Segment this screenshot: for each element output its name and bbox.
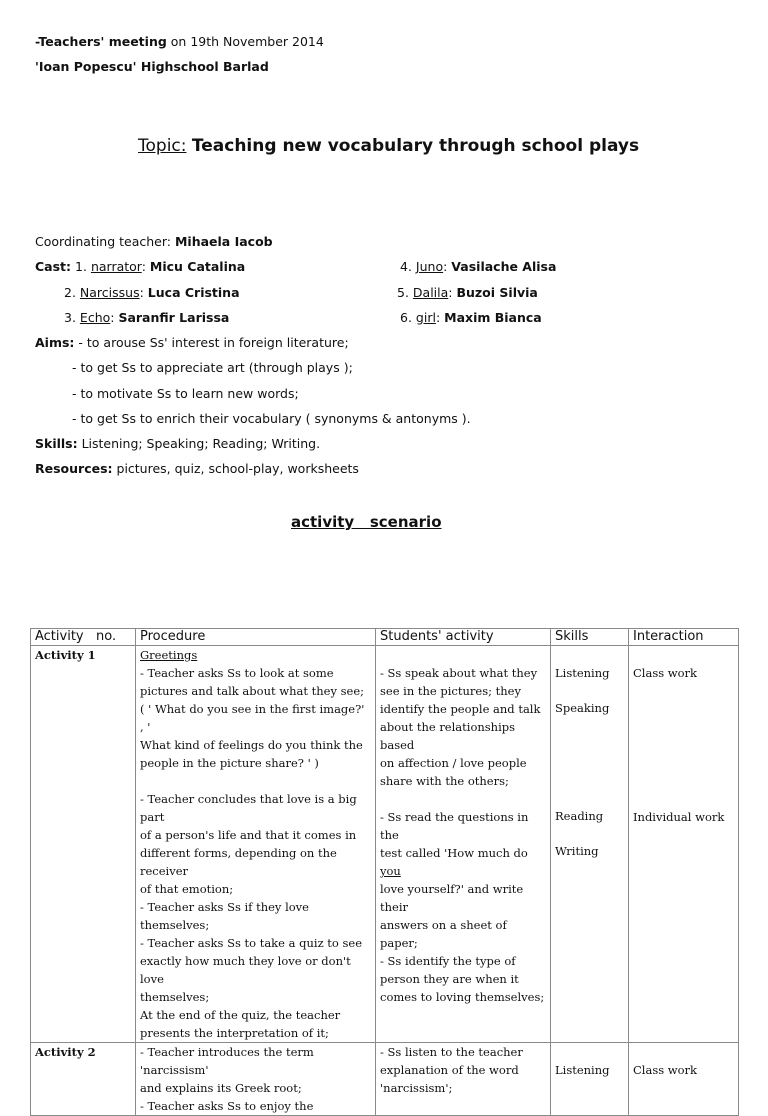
procedure-text: - Teacher concludes that love is a big part of a person's life and that it comes in different forms, depending on the receiver of that emotion; - Teacher asks Ss if they love themselves; - Teacher asks Ss to take a quiz to see exactly how much they love or don't love themselves; At the end of the quiz, the teacher presents the interpretation of it; <box>140 792 362 1040</box>
cast-line-5: 5. Dalila: Buzoi Silvia <box>397 285 538 300</box>
cast-label: Cast: <box>35 259 72 274</box>
skill-item: Writing <box>555 844 599 858</box>
cast-name: Micu Catalina <box>149 259 246 274</box>
aims-label: Aims: <box>35 335 75 350</box>
cast-name: Maxim Bianca <box>444 310 542 325</box>
cast-role: Narcissus <box>79 285 140 300</box>
cast-name: Vasilache Alisa <box>451 259 557 274</box>
students-text: - Ss speak about what they see in the pictures; they identify the people and talk about the relationships based on affection / love people share with the others; <box>380 666 541 788</box>
aim-item: - to arouse Ss' interest in foreign literature; <box>78 335 349 350</box>
students-cell: - Ss speak about what they see in the pictures; they identify the people and talk about the relationships based on affection / love people share with the others; - Ss read the questions in the test called 'How much do you love yourself?' and write their answers on a sheet of paper; - Ss identify the type of person they are when it comes to loving themselves; <box>376 646 551 1043</box>
interaction-cell <box>629 646 739 1043</box>
meeting-date: on 19th November 2014 <box>166 34 324 49</box>
table-row <box>31 646 739 1043</box>
header-interaction: Interaction <box>629 629 739 646</box>
skill-item: Listening <box>555 1063 610 1077</box>
procedure-cell <box>136 646 376 1043</box>
activity-table <box>30 628 739 1116</box>
topic-line <box>138 136 639 156</box>
cast-line-4: 4. Juno: Vasilache Alisa <box>400 259 557 274</box>
cast-name: Saranfir Larissa <box>118 310 230 325</box>
header-students-activity: Students' activity <box>376 629 551 646</box>
cast-name: Luca Cristina <box>147 285 240 300</box>
skill-item: Reading <box>555 809 604 823</box>
aims-line-1 <box>35 335 349 350</box>
cast-line-6: 6. girl: Maxim Bianca <box>400 310 542 325</box>
meeting-line <box>35 34 324 49</box>
topic-text: Teaching new vocabulary through school plays <box>191 136 640 156</box>
cast-line-3: 3. Echo: Saranfir Larissa <box>64 310 230 325</box>
activity-cell: Activity 1 <box>31 646 136 1043</box>
cast-role: Juno <box>415 259 444 274</box>
procedure-text: - Teacher asks Ss to look at some pictures and talk about what they see; ( ' What do you see in the first image?' , ' What kind of feelings do you think the people in the picture share? ' ) <box>140 666 365 770</box>
skills-line <box>35 436 320 451</box>
skill-item: Listening <box>555 666 610 680</box>
coordinator-label: Coordinating teacher: <box>35 234 175 249</box>
interaction-cell <box>629 1043 739 1116</box>
skills-text: Listening; Speaking; Reading; Writing. <box>77 436 321 451</box>
students-text: - Ss read the questions in the test called 'How much do <box>380 810 529 860</box>
cast-role: Dalila <box>412 285 449 300</box>
table-header-row <box>31 629 739 646</box>
cast-role: girl <box>415 310 436 325</box>
interaction-item: Individual work <box>633 810 725 824</box>
skills-cell <box>551 1043 629 1116</box>
table-row <box>31 1043 739 1116</box>
students-cell: - Ss listen to the teacher explanation of the word 'narcissism'; <box>376 1043 551 1116</box>
cast-line-2: 2. Narcissus: Luca Cristina <box>64 285 240 300</box>
header-skills: Skills <box>551 629 629 646</box>
aim-item: - to get Ss to appreciate art (through plays ); <box>72 360 353 375</box>
scenario-title: activity scenario <box>291 513 442 531</box>
cast-role: narrator <box>90 259 142 274</box>
interaction-item: Class work <box>633 666 698 680</box>
header-procedure: Procedure <box>136 629 376 646</box>
header-activity-no: Activity no. <box>31 629 136 646</box>
cast-line-1: Cast: 1. narrator: Micu Catalina <box>35 259 246 274</box>
coordinator-line <box>35 234 273 249</box>
school-name: 'Ioan Popescu' Highschool Barlad <box>35 59 269 74</box>
topic-label: Topic: <box>138 136 187 156</box>
meeting-title: -Teachers' meeting <box>35 34 167 49</box>
aim-item: - to motivate Ss to learn new words; <box>72 386 299 401</box>
cast-name: Buzoi Silvia <box>456 285 538 300</box>
aim-item: - to get Ss to enrich their vocabulary ( synonyms & antonyms ). <box>72 411 471 426</box>
activity-cell: Activity 2 <box>31 1043 136 1116</box>
procedure-cell: - Teacher introduces the term 'narcissism' and explains its Greek root; - Teacher asks Ss to enjoy the <box>136 1043 376 1116</box>
skills-cell <box>551 646 629 1043</box>
procedure-heading: Greetings <box>140 648 198 662</box>
resources-text: pictures, quiz, school-play, worksheets <box>112 461 359 476</box>
cast-role: Echo <box>79 310 111 325</box>
skills-label: Skills: <box>35 436 78 451</box>
skill-item: Speaking <box>555 701 610 715</box>
interaction-item: Class work <box>633 1063 698 1077</box>
coordinator-name: Mihaela Iacob <box>174 234 273 249</box>
resources-label: Resources: <box>35 461 113 476</box>
resources-line <box>35 461 359 476</box>
